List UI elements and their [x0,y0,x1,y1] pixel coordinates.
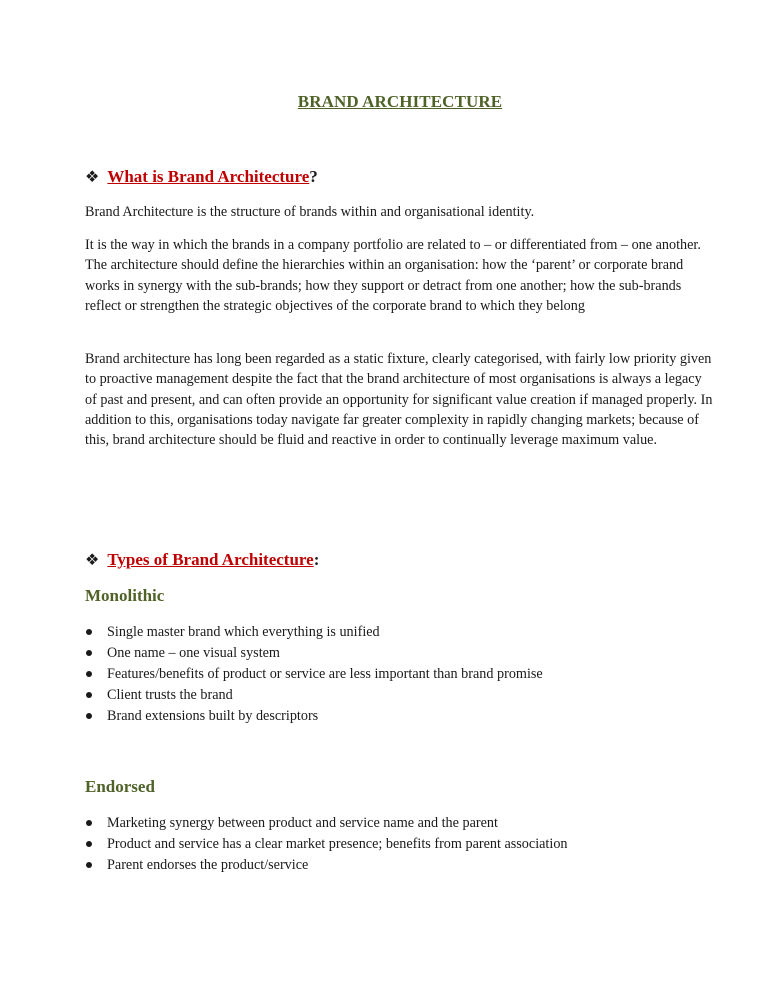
list-item [85,706,543,727]
bullet-dot-icon [86,671,92,677]
list-item-text: Single master brand which everything is unified [107,624,380,640]
subheading-monolithic: Monolithic [85,586,165,605]
list-item-text: Marketing synergy between product and service name and the parent [107,815,498,831]
subheading-endorsed: Endorsed [85,777,155,796]
paragraph-static-fixture: Brand architecture has long been regarded as a static fixture, clearly categorised, with fairly low priority given to proactive management despite the fact that the brand architecture of most organisations is always a legacy of past and present, and can often provide an opportunity for significant value creation if managed properly. In addition to this, organisations today navigate far greater complexity in rapidly changing markets; because of this, brand architecture should be fluid and reactive in order to continually leverage maximum value. [85,351,713,449]
list-item [85,664,543,685]
page-title: BRAND ARCHITECTURE [297,92,503,111]
bullet-dot-icon [86,629,92,635]
bullet-dot-icon [86,841,92,847]
bullet-dot-icon [86,713,92,719]
bullet-dot-icon [86,820,92,826]
list-item-text: Brand extensions built by descriptors [107,708,319,724]
monolithic-bullet-list [85,622,543,727]
list-item-text: One name – one visual system [107,645,280,661]
list-item [85,643,543,664]
list-item [85,855,568,876]
list-item [85,813,568,834]
diamond-bullet-icon: ❖ [85,167,100,186]
list-item-text: Product and service has a clear market presence; benefits from parent association [107,836,568,852]
paragraph-hierarchy: It is the way in which the brands in a company portfolio are related to – or differentiated from – one another. The architecture should define the hierarchies within an organisation: how the ‘parent’ or corporate brand works in synergy with the sub-brands; how they support or detract from one another; how the sub-brands reflect or strengthen the strategic objectives of the corporate brand to which they belong [85,237,701,314]
list-item-text: Client trusts the brand [107,687,233,703]
section-heading-types [85,550,319,570]
diamond-bullet-icon: ❖ [85,550,100,569]
heading-link-types-of-brand-architecture[interactable]: Types of Brand Architecture [107,550,314,569]
section-heading-what-is [85,167,318,187]
bullet-dot-icon [86,862,92,868]
paragraph-definition: Brand Architecture is the structure of brands within and organisational identity. [85,204,535,220]
heading-link-what-is-brand-architecture[interactable]: What is Brand Architecture [107,167,310,186]
bullet-dot-icon [86,692,92,698]
endorsed-bullet-list [85,813,568,876]
list-item [85,622,543,643]
list-item-text: Features/benefits of product or service are less important than brand promise [107,666,543,682]
list-item [85,834,568,855]
heading-suffix: : [313,550,320,569]
bullet-dot-icon [86,650,92,656]
heading-suffix: ? [309,167,318,186]
list-item [85,685,543,706]
list-item-text: Parent endorses the product/service [107,857,309,873]
